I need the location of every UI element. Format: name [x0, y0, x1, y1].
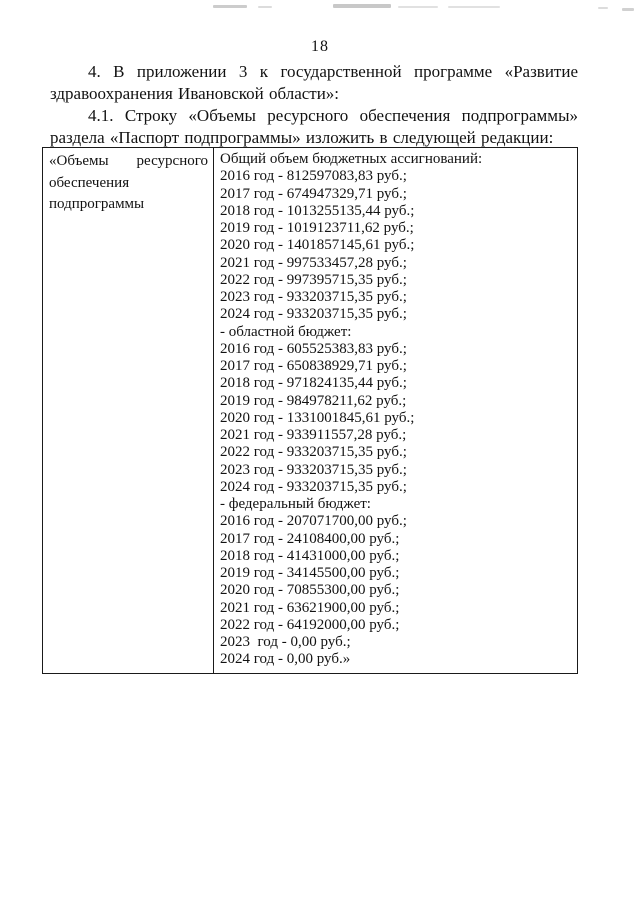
table-line: 2021 год - 933911557,28 руб.;: [220, 427, 407, 443]
table-line: 2018 год - 971824135,44 руб.;: [220, 375, 407, 392]
table-line: 2022 год - 933203715,35 руб.;: [220, 444, 407, 461]
table-line: 2019 год - 1019123711,62 руб.;: [220, 220, 414, 236]
table-line: 2016 год - 605525383,83 руб.;: [220, 340, 407, 357]
table-line: - федеральный бюджет:: [220, 496, 371, 512]
resource-volume-table: [42, 147, 578, 674]
table-line: 2020 год - 70855300,00 руб.;: [220, 582, 400, 599]
table-line: 2023 год - 933203715,35 руб.;: [220, 289, 407, 305]
table-line: 2024 год - 933203715,35 руб.;: [220, 478, 407, 495]
table-line: 2021 год - 63621900,00 руб.;: [220, 599, 400, 616]
table-line: 2018 год - 41431000,00 руб.;: [220, 547, 400, 564]
scan-artifact: [598, 7, 608, 9]
table-line: 2024 год - 933203715,35 руб.;: [220, 306, 407, 323]
table-line: 2022 год - 64192000,00 руб.;: [220, 616, 400, 633]
table-line: 2019 год - 34145500,00 руб.;: [220, 565, 400, 581]
page-number: 18: [311, 38, 329, 55]
table-line: 2018 год - 1013255135,44 руб.;: [220, 202, 415, 219]
scan-artifact: [258, 6, 272, 8]
table-line: 2023 год - 933203715,35 руб.;: [220, 461, 407, 478]
table-line: 2017 год - 650838929,71 руб.;: [220, 358, 407, 374]
table-line: 2017 год - 24108400,00 руб.;: [220, 530, 400, 547]
table-line: 2019 год - 984978211,62 руб.;: [220, 392, 407, 409]
scan-artifact: [333, 4, 391, 8]
scan-artifact: [398, 6, 438, 8]
table-line: 2020 год - 1401857145,61 руб.;: [220, 237, 415, 254]
table-line: 2024 год - 0,00 руб.»: [220, 651, 351, 668]
scan-artifact: [213, 5, 247, 8]
table-line: 2022 год - 997395715,35 руб.;: [220, 271, 407, 288]
table-line: - областной бюджет:: [220, 323, 352, 340]
body-text: [50, 61, 578, 149]
paragraph-4-1: 4.1. Строку «Объемы ресурсного обеспечения подпрограммы» раздела «Паспорт подпрограммы» изложить в следующей редакции:: [50, 106, 578, 147]
table-line: 2016 год - 812597083,83 руб.;: [220, 168, 407, 185]
scan-artifact: [448, 6, 500, 8]
table-line: 2020 год - 1331001845,61 руб.;: [220, 409, 415, 426]
table-right-cell: [214, 148, 577, 673]
paragraph-4: 4. В приложении 3 к государственной программе «Развитие здравоохранения Ивановской области»:: [50, 62, 578, 103]
table-left-cell: «Объемы ресурсного обеспечения подпрограммы: [43, 148, 214, 673]
table-line: 2017 год - 674947329,71 руб.;: [220, 185, 407, 202]
table-line: Общий объем бюджетных ассигнований:: [220, 151, 483, 167]
table-line: 2021 год - 997533457,28 руб.;: [220, 254, 407, 271]
table-line: 2016 год - 207071700,00 руб.;: [220, 513, 407, 530]
table-line: 2023 год - 0,00 руб.;: [220, 634, 351, 650]
scan-artifact: [622, 8, 634, 11]
